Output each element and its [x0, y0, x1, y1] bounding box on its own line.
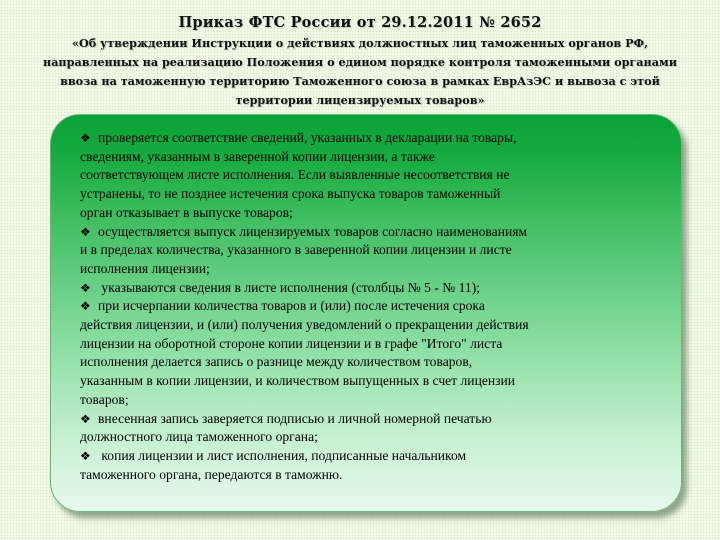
- item-line: при исчерпании количества товаров и (или) после истечения срока: [98, 298, 485, 314]
- item-line: действия лицензии, и (или) получения уведомлений о прекращении действия: [80, 317, 529, 333]
- diamond-bullet-icon: ❖: [80, 224, 91, 239]
- list-item: [80, 297, 650, 409]
- item-line: лицензии на оборотной стороне копии лицензии и в графе "Итого" листа: [80, 335, 503, 351]
- item-line: товаров;: [80, 391, 129, 407]
- diamond-bullet-icon: ❖: [80, 411, 91, 426]
- item-line: копия лицензии и лист исполнения, подписанные начальником: [98, 447, 467, 463]
- item-line: должностного лица таможенного органа;: [80, 429, 318, 445]
- item-line: указываются сведения в листе исполнения (столбцы № 5 - № 11);: [98, 279, 481, 295]
- subtitle-line: территории лицензируемых товаров»: [235, 93, 485, 107]
- diamond-bullet-icon: ❖: [80, 448, 91, 463]
- subtitle-line: ввоза на таможенную территорию Таможенного союза в рамках ЕврАзЭС и вывоза с этой: [60, 74, 660, 88]
- diamond-bullet-icon: ❖: [80, 280, 91, 295]
- subtitle-line: направленных на реализацию Положения о едином порядке контроля таможенными органами: [43, 55, 677, 69]
- diamond-bullet-icon: ❖: [80, 131, 91, 145]
- item-line: сведениям, указанным в заверенной копии лицензии, а также: [80, 148, 435, 164]
- document-subtitle: [20, 34, 700, 110]
- list-item: [80, 410, 650, 447]
- item-line: указанным в копии лицензии, и количеством выпущенных в счет лицензии: [80, 373, 516, 389]
- list-item: [80, 447, 650, 484]
- item-line: осуществляется выпуск лицензируемых товаров согласно наименованиям: [98, 223, 528, 239]
- slide-header: [20, 13, 700, 110]
- item-line: исполнения делается запись о разнице между количеством товаров,: [80, 354, 473, 370]
- item-line: проверяется соответствие сведений, указанных в декларации на товары,: [98, 130, 517, 145]
- item-line: соответствующем листе исполнения. Если выявленные несоответствия не: [80, 167, 510, 183]
- item-line: исполнения лицензии;: [80, 260, 210, 276]
- item-line: устранены, то не позднее истечения срока выпуска товаров таможенный: [80, 186, 501, 202]
- list-item: [80, 223, 650, 279]
- list-item: [80, 129, 650, 223]
- item-line: таможенного органа, передаются в таможню.: [80, 466, 343, 482]
- item-line: и в пределах количества, указанного в заверенной копии лицензии и листе: [80, 242, 512, 258]
- diamond-bullet-icon: ❖: [80, 299, 91, 314]
- item-line: внесенная запись заверяется подписью и личной номерной печатью: [98, 410, 492, 426]
- subtitle-line: «Об утверждении Инструкции о действиях должностных лиц таможенных органов РФ,: [71, 36, 649, 50]
- list-item: [80, 279, 650, 298]
- document-title: Приказ ФТС России от 29.12.2011 № 2652: [178, 14, 542, 31]
- item-line: орган отказывает в выпуске товаров;: [80, 204, 293, 220]
- procedure-list: [80, 129, 650, 484]
